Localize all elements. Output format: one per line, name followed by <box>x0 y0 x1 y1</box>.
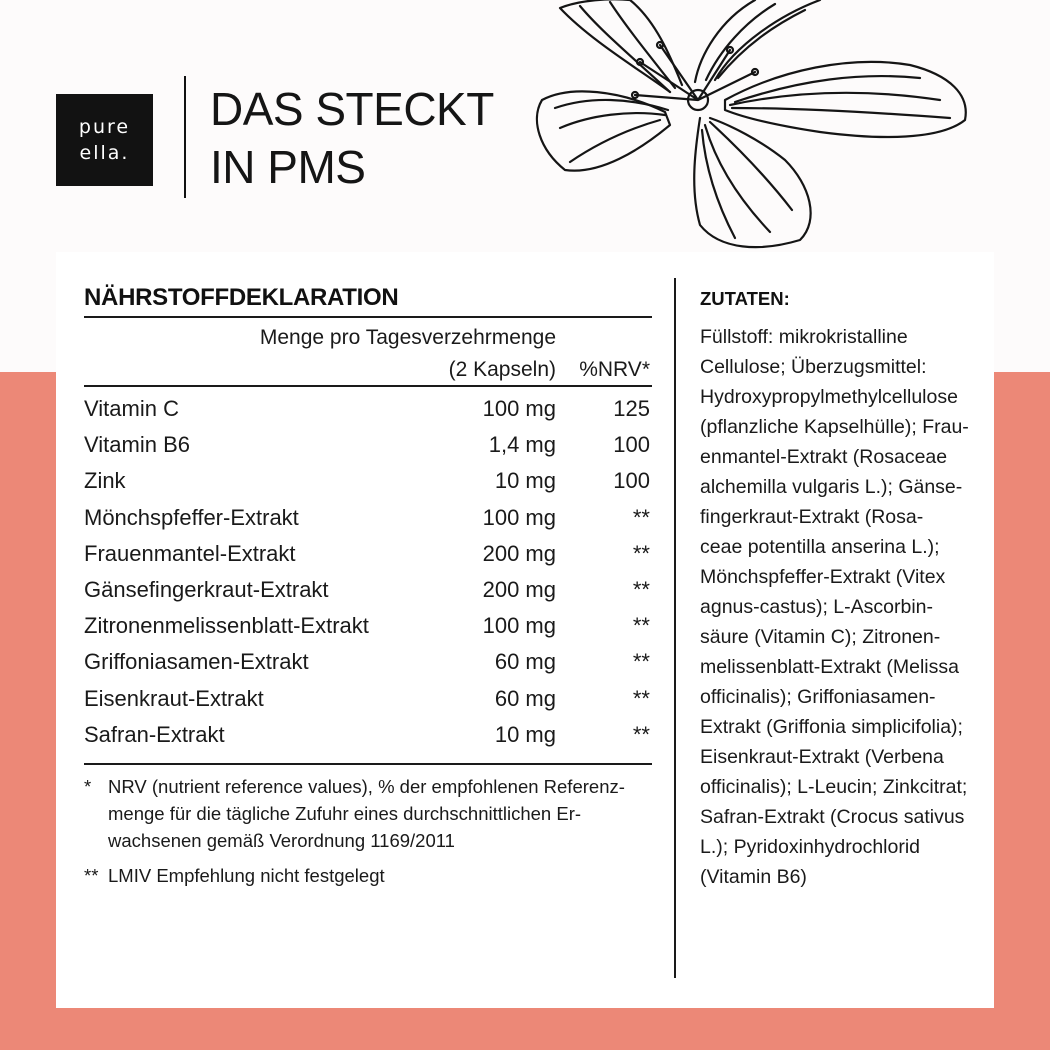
footnote-lmiv <box>84 862 652 889</box>
logo-line-2: ella. <box>79 142 130 164</box>
nutrient-name: Eisenkraut-Extrakt <box>84 685 264 711</box>
nutrient-name: Mönchspfeffer-Extrakt <box>84 504 299 530</box>
ingredients-line: officinalis); L-Leucin; Zinkcitrat; <box>700 776 968 798</box>
footnote-line: NRV (nutrient reference values), % der empfohlenen Referenz- <box>108 775 625 797</box>
nutrient-amount: 10 mg <box>494 721 556 747</box>
ingredients-line: (pflanzliche Kapselhülle); Frau- <box>700 416 969 438</box>
table-row <box>84 717 652 753</box>
header-divider <box>184 76 186 198</box>
nutrient-nrv: 100 <box>613 468 650 494</box>
nutrient-amount: 100 mg <box>482 396 556 421</box>
ingredients-line: Hydroxypropylmethylcellulose <box>700 386 958 408</box>
brand-logo <box>56 94 153 186</box>
nutrient-nrv: ** <box>632 649 650 675</box>
table-row <box>84 572 652 608</box>
footnote-nrv <box>84 773 652 854</box>
information-card <box>56 252 994 1008</box>
ingredients-line: Cellulose; Überzugsmittel: <box>700 356 927 378</box>
nutrient-amount: 60 mg <box>494 649 556 675</box>
nutrient-nrv: ** <box>632 576 650 602</box>
ingredients-line: L.); Pyridoxinhydrochlorid <box>700 836 921 858</box>
nutrient-name: Zitronenmelissenblatt-Extrakt <box>84 613 369 639</box>
table-header <box>84 318 652 385</box>
nutrient-amount: 100 mg <box>482 613 556 639</box>
headline-line-2: IN PMS <box>210 141 366 193</box>
nutrient-name: Safran-Extrakt <box>84 721 225 747</box>
nrv-header: %NRV* <box>579 358 650 381</box>
page-headline <box>210 80 494 196</box>
table-row <box>84 608 652 644</box>
table-row <box>84 644 652 680</box>
nutrient-name: Zink <box>84 468 126 494</box>
nutrient-nrv: ** <box>632 685 650 711</box>
nutrient-name: Frauenmantel-Extrakt <box>84 540 296 566</box>
amount-header-line-2: (2 Kapseln) <box>448 358 556 381</box>
ingredients-line: enmantel-Extrakt (Rosaceae <box>700 446 948 468</box>
rule-bottom <box>84 763 652 765</box>
footnote-mark: * <box>84 775 92 797</box>
nutrition-title: NÄHRSTOFFDEKLARATION <box>84 284 399 311</box>
ingredients-line: fingerkraut-Extrakt (Rosa- <box>700 506 924 528</box>
nutrient-amount: 200 mg <box>482 576 556 602</box>
nutrient-amount: 1,4 mg <box>488 432 556 458</box>
nutrition-rows <box>84 387 652 753</box>
nutrition-panel <box>84 280 652 897</box>
ingredients-line: officinalis); Griffoniasamen- <box>700 686 936 708</box>
footnote-line: wachsenen gemäß Verordnung 1169/2011 <box>108 829 455 851</box>
footnote-line: LMIV Empfehlung nicht festgelegt <box>108 864 385 886</box>
ingredients-line: melissenblatt-Extrakt (Melissa <box>700 656 959 678</box>
ingredients-line: Mönchspfeffer-Extrakt (Vitex <box>700 566 946 588</box>
nutrient-nrv: 125 <box>613 396 650 421</box>
ingredients-line: ceae potentilla anserina L.); <box>700 536 940 558</box>
nutrient-nrv: ** <box>632 504 650 530</box>
nutrient-name: Vitamin B6 <box>84 432 190 458</box>
ingredients-panel <box>700 286 984 892</box>
table-row <box>84 681 652 717</box>
ingredients-line: alchemilla vulgaris L.); Gänse- <box>700 476 963 498</box>
ingredients-line: Extrakt (Griffonia simplicifolia); <box>700 716 963 738</box>
nutrient-name: Vitamin C <box>84 396 179 421</box>
column-divider <box>674 278 676 978</box>
nutrient-nrv: ** <box>632 540 650 566</box>
ingredients-line: agnus-castus); L-Ascorbin- <box>700 596 934 618</box>
flower-illustration-icon <box>520 0 990 252</box>
nutrient-nrv: ** <box>632 721 650 747</box>
footnote-line: menge für die tägliche Zufuhr eines durchschnittlichen Er- <box>108 802 582 824</box>
table-row <box>84 427 652 463</box>
ingredients-line: Füllstoff: mikrokristalline <box>700 326 908 348</box>
amount-header <box>260 322 556 386</box>
table-row <box>84 500 652 536</box>
nutrient-amount: 60 mg <box>494 685 556 711</box>
ingredients-title: ZUTATEN: <box>700 288 790 309</box>
ingredients-line: (Vitamin B6) <box>700 866 807 888</box>
ingredients-line: Safran-Extrakt (Crocus sativus <box>700 806 965 828</box>
table-row <box>84 536 652 572</box>
nutrient-nrv: ** <box>632 613 650 639</box>
amount-header-line-1: Menge pro Tagesverzehrmenge <box>259 326 556 349</box>
nutrient-name: Gänsefingerkraut-Extrakt <box>84 576 329 602</box>
nutrient-amount: 100 mg <box>482 504 556 530</box>
logo-line-1: pure <box>78 116 131 138</box>
footnotes <box>84 773 652 889</box>
footnote-mark: ** <box>84 864 99 886</box>
nutrient-amount: 10 mg <box>494 468 556 494</box>
table-row <box>84 391 652 427</box>
nutrient-nrv: 100 <box>613 432 650 458</box>
nutrient-name: Griffoniasamen-Extrakt <box>84 649 309 675</box>
ingredients-line: Eisenkraut-Extrakt (Verbena <box>700 746 944 768</box>
table-row <box>84 463 652 499</box>
headline-line-1: DAS STECKT <box>210 83 494 135</box>
ingredients-line: säure (Vitamin C); Zitronen- <box>700 626 941 648</box>
nutrient-amount: 200 mg <box>482 540 556 566</box>
ingredients-text <box>700 322 984 892</box>
